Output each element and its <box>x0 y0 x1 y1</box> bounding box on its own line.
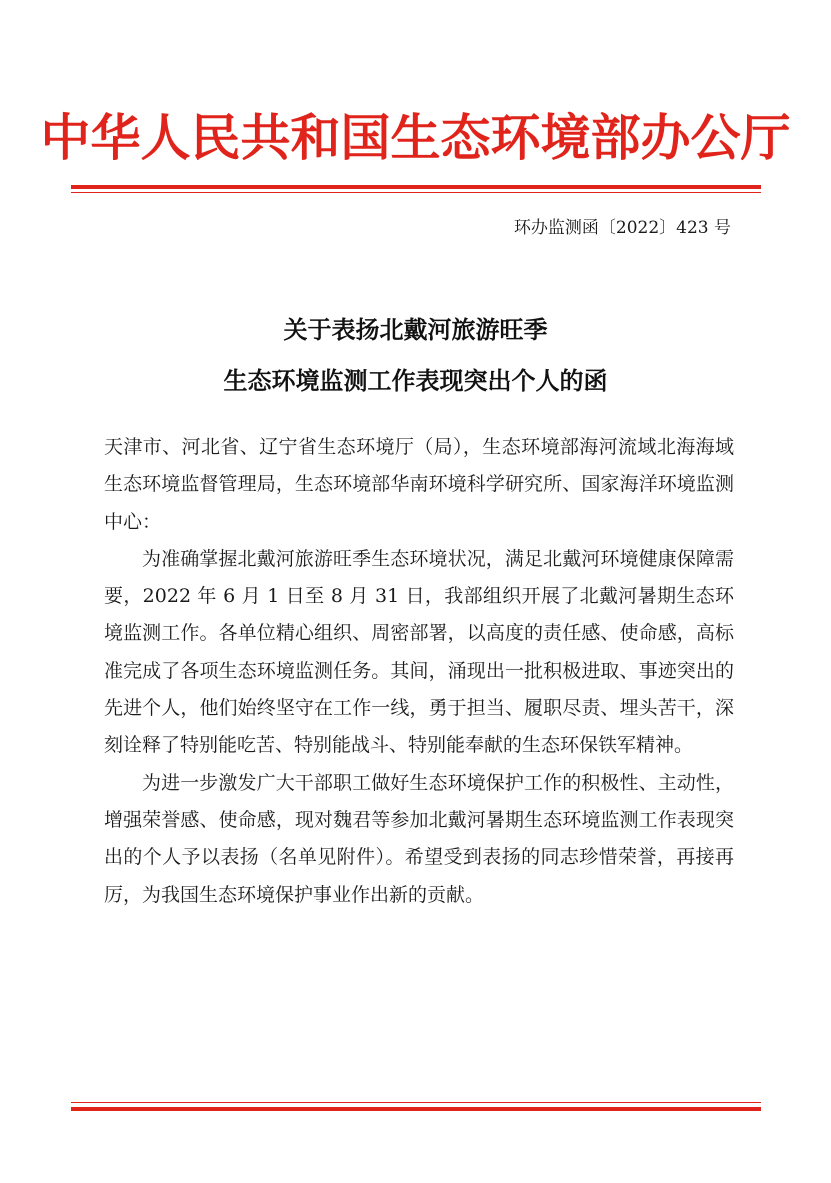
addressees: 天津市、河北省、辽宁省生态环境厅（局），生态环境部海河流域北海海域生态环境监督管理局，生态环境部华南环境科学研究所、国家海洋环境监测中心： <box>104 436 734 533</box>
body-paragraph-2: 为进一步激发广大干部职工做好生态环境保护工作的积极性、主动性，增强荣誉感、使命感，现对魏君等参加北戴河暑期生态环境监测工作表现突出的个人予以表扬（名单见附件）。希望受到表扬的同志珍惜荣誉，再接再厉，为我国生态环境保护事业作出新的贡献。 <box>104 771 734 906</box>
document-title-line-2: 生态环境监测工作表现突出个人的函 <box>223 366 608 395</box>
header-rule-thin <box>71 192 761 193</box>
footer-rule-thick <box>71 1107 761 1111</box>
document-title-line-1: 关于表扬北戴河旅游旺季 <box>283 315 548 344</box>
header-rule-thick <box>71 185 761 189</box>
letter-body <box>104 429 734 914</box>
body-paragraph-1: 为准确掌握北戴河旅游旺季生态环境状况，满足北戴河环境健康保障需要，2022 年 6 月 1 日至 8 月 31 日，我部组织开展了北戴河暑期生态环境监测工作。各单位精心组织、周密部署，以高度的责任感、使命感，高标准完成了各项生态环境监测任务。其间，涌现出一批积极进取、事迹突出的先进个人，他们始终坚守在工作一线，勇于担当、履职尽责、埋头苦干，深刻诠释了特别能吃苦、特别能战斗、特别能奉献的生态环保铁军精神。 <box>104 547 734 757</box>
footer-rule-thin <box>71 1102 761 1103</box>
document-number: 环办监测函〔2022〕423 号 <box>513 218 731 238</box>
issuer-header: 中华人民共和国生态环境部办公厅 <box>40 108 791 167</box>
